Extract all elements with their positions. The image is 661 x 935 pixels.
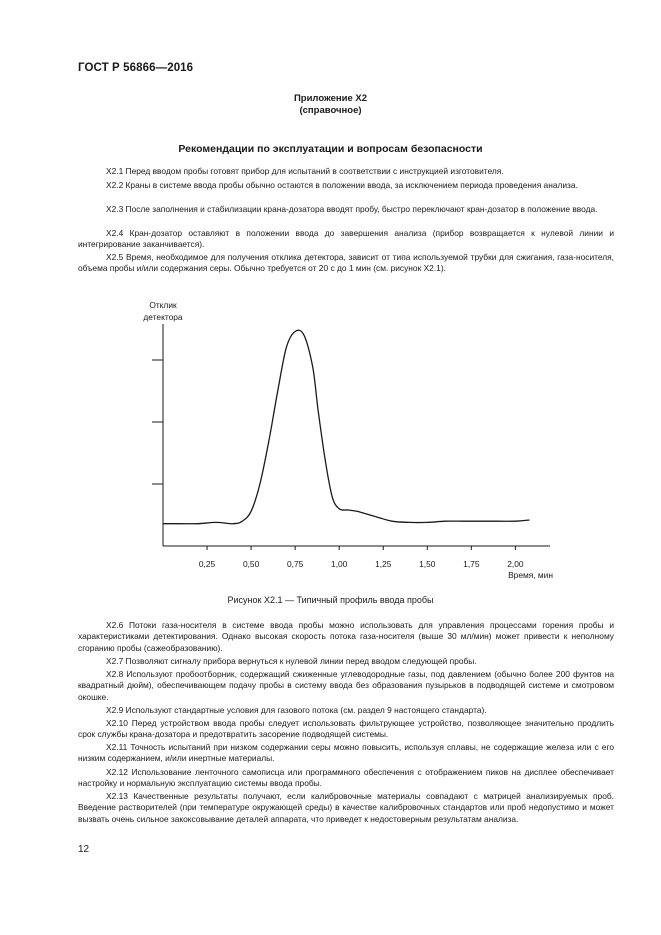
paragraph-x2-9: Х2.9 Используют стандартные условия для газового потока (см. раздел 9 настоящего стандарта). xyxy=(106,705,487,715)
x-ticks xyxy=(199,546,524,569)
paragraph-x2-2: Х2.2 Краны в системе ввода пробы обычно остаются в положении ввода, за исключением периода проведения анализа. xyxy=(106,180,578,190)
annex-title: Приложение Х2 xyxy=(293,93,368,104)
x-tick-label: 0,75 xyxy=(286,559,304,569)
x-tick-label: 1,50 xyxy=(419,559,436,569)
page-number: 12 xyxy=(78,844,90,855)
paragraph-x2-10: Х2.10 Перед устройством ввода пробы следует использовать фильтрующее устройство, позволяющее значительно продлить срок службы крана-дозатора и предотвратить засорение подводящей системы. xyxy=(78,718,614,740)
paragraph-x2-8: Х2.8 Используют пробоотборник, содержащий сжиженные углеводородные газы, под давлением (обычно более 200 фунтов на квадратный дюйм), обеспечивающем подачу пробы в систему ввода без образования пузырьков в подводящей системе и смотровом окошке. xyxy=(78,669,614,702)
document-header: ГОСТ Р 56866—2016 xyxy=(78,62,194,74)
paragraph-x2-4: Х2.4 Кран-дозатор оставляют в положении ввода до завершения анализа (прибор возвращается к нулевой линии и интегрирование заканчивается). xyxy=(78,228,614,250)
x-tick-label: 1,75 xyxy=(463,559,480,569)
annex-subtitle: (справочное) xyxy=(299,105,362,116)
paragraph-x2-1: Х2.1 Перед вводом пробы готовят прибор для испытаний в соответствии с инструкцией изготовителя. xyxy=(106,166,504,176)
paragraph-x2-5: Х2.5 Время, необходимое для получения отклика детектора, зависит от типа используемой трубки для сжигания, газа-носителя, объема пробы и/или содержания серы. Обычно требуется от 20 с до 1 мин (см. рисунок Х2.1). xyxy=(78,252,614,274)
x-tick-label: 0,25 xyxy=(198,559,216,569)
series-line xyxy=(163,330,530,524)
paragraph-x2-13: Х2.13 Качественные результаты получают, если калибровочные материалы совпадают с матрицей анализируемых проб. Введение растворителей (при температуре окружающей среды) в качестве калибровочных стандартов или проб недопустимо и может вызвать очень сильное закоксовывание деталей аппарата, что приведет к недостоверным результатам анализа. xyxy=(78,791,614,824)
x-tick-label: 2,00 xyxy=(507,559,524,569)
paragraph-x2-11: Х2.11 Точность испытаний при низком содержании серы можно повысить, используя сплавы, не содержащие железа или с его низким содержанием, и/или инертные материалы. xyxy=(78,742,614,764)
paragraph-x2-7: Х2.7 Позволяют сигналу прибора вернуться к нулевой линии перед вводом следующей пробы. xyxy=(106,656,477,666)
y-axis-label-line1: Отклик xyxy=(149,300,177,310)
paragraph-x2-6: Х2.6 Потоки газа-носителя в системе ввода пробы можно использовать для управления процессами горения пробы и характеристиками детектирования. Однако высокая скорость потока газа-носителя (выше 30 мл/мин) может привести к неполному сгоранию пробы (сажеобразованию). xyxy=(78,620,614,653)
x-tick-label: 0,50 xyxy=(242,559,260,569)
paragraph-x2-3: Х2.3 После заполнения и стабилизации крана-дозатора вводят пробу, быстро переключают кран-дозатор в положение ввода. xyxy=(106,204,598,214)
y-axis-label-line2: детектора xyxy=(143,312,183,322)
x-tick-label: 1,25 xyxy=(375,559,392,569)
y-ticks xyxy=(152,360,163,484)
figure-caption: Рисунок Х2.1 — Типичный профиль ввода пробы xyxy=(227,595,434,605)
section-title: Рекомендации по эксплуатации и вопросам безопасности xyxy=(178,143,483,155)
paragraph-x2-12: Х2.12 Использование ленточного самописца или программного обеспечения с отображением пиков на дисплее обеспечивает настройку и нормальную эксплуатацию системы ввода пробы. xyxy=(78,767,614,789)
x-tick-label: 1,00 xyxy=(331,559,348,569)
x-axis-label: Время, мин xyxy=(508,570,553,580)
